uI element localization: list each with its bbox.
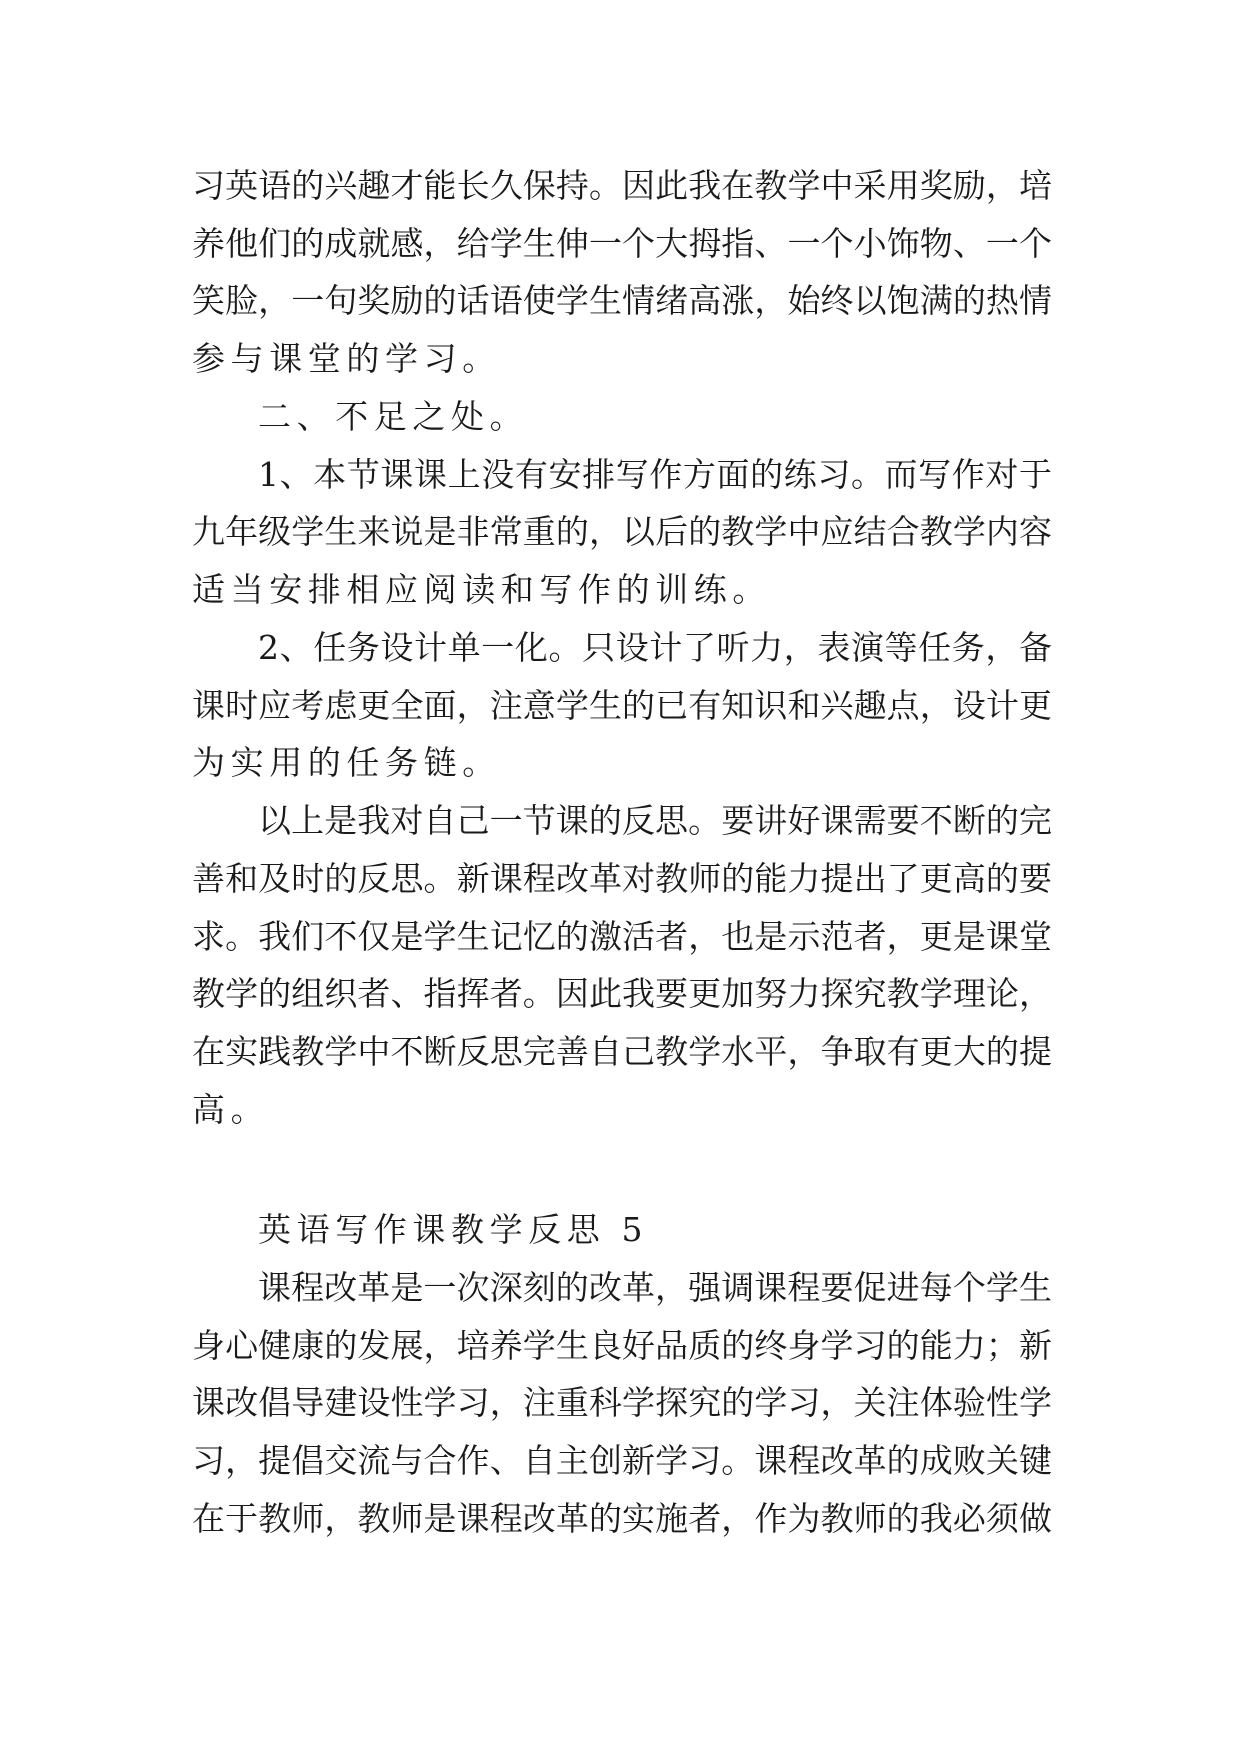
text-line: 笑脸，一句奖励的话语使学生情绪高涨，始终以饱满的热情 — [192, 281, 1052, 320]
text-line: 为实用的任务链。 — [192, 743, 501, 782]
text-line: 1、本节课课上没有安排写作方面的练习。而写作对于 — [258, 455, 1052, 494]
text-line: 课程改革是一次深刻的改革，强调课程要促进每个学生 — [258, 1268, 1052, 1307]
section-heading: 二、不足之处。 — [258, 397, 529, 436]
text-line: 高。 — [192, 1090, 270, 1129]
text-line: 课时应考虑更全面，注意学生的已有知识和兴趣点，设计更 — [192, 686, 1052, 725]
text-line: 参与课堂的学习。 — [192, 339, 501, 378]
text-line: 在实践教学中不断反思完善自己教学水平，争取有更大的提 — [192, 1032, 1052, 1071]
text-line: 九年级学生来说是非常重的，以后的教学中应结合教学内容 — [192, 512, 1052, 551]
text-line: 身心健康的发展，培养学生良好品质的终身学习的能力；新 — [192, 1326, 1052, 1365]
text-line: 课改倡导建设性学习，注重科学探究的学习，关注体验性学 — [192, 1383, 1052, 1422]
text-line: 教学的组织者、指挥者。因此我要更加努力探究教学理论， — [192, 974, 1052, 1013]
text-line: 2、任务设计单一化。只设计了听力，表演等任务，备 — [258, 628, 1052, 667]
text-line: 在于教师，教师是课程改革的实施者，作为教师的我必须做 — [192, 1499, 1052, 1538]
text-line: 以上是我对自己一节课的反思。要讲好课需要不断的完 — [258, 801, 1052, 840]
text-line: 养他们的成就感，给学生伸一个大拇指、一个小饰物、一个 — [192, 224, 1052, 263]
section-title: 英语写作课教学反思 5 — [258, 1210, 649, 1249]
text-line: 善和及时的反思。新课程改革对教师的能力提出了更高的要 — [192, 859, 1052, 898]
text-line: 适当安排相应阅读和写作的训练。 — [192, 570, 771, 609]
text-line: 习，提倡交流与合作、自主创新学习。课程改革的成败关键 — [192, 1441, 1052, 1480]
text-line: 习英语的兴趣才能长久保持。因此我在教学中采用奖励，培 — [192, 166, 1052, 205]
text-line: 求。我们不仅是学生记忆的激活者，也是示范者，更是课堂 — [192, 917, 1052, 956]
